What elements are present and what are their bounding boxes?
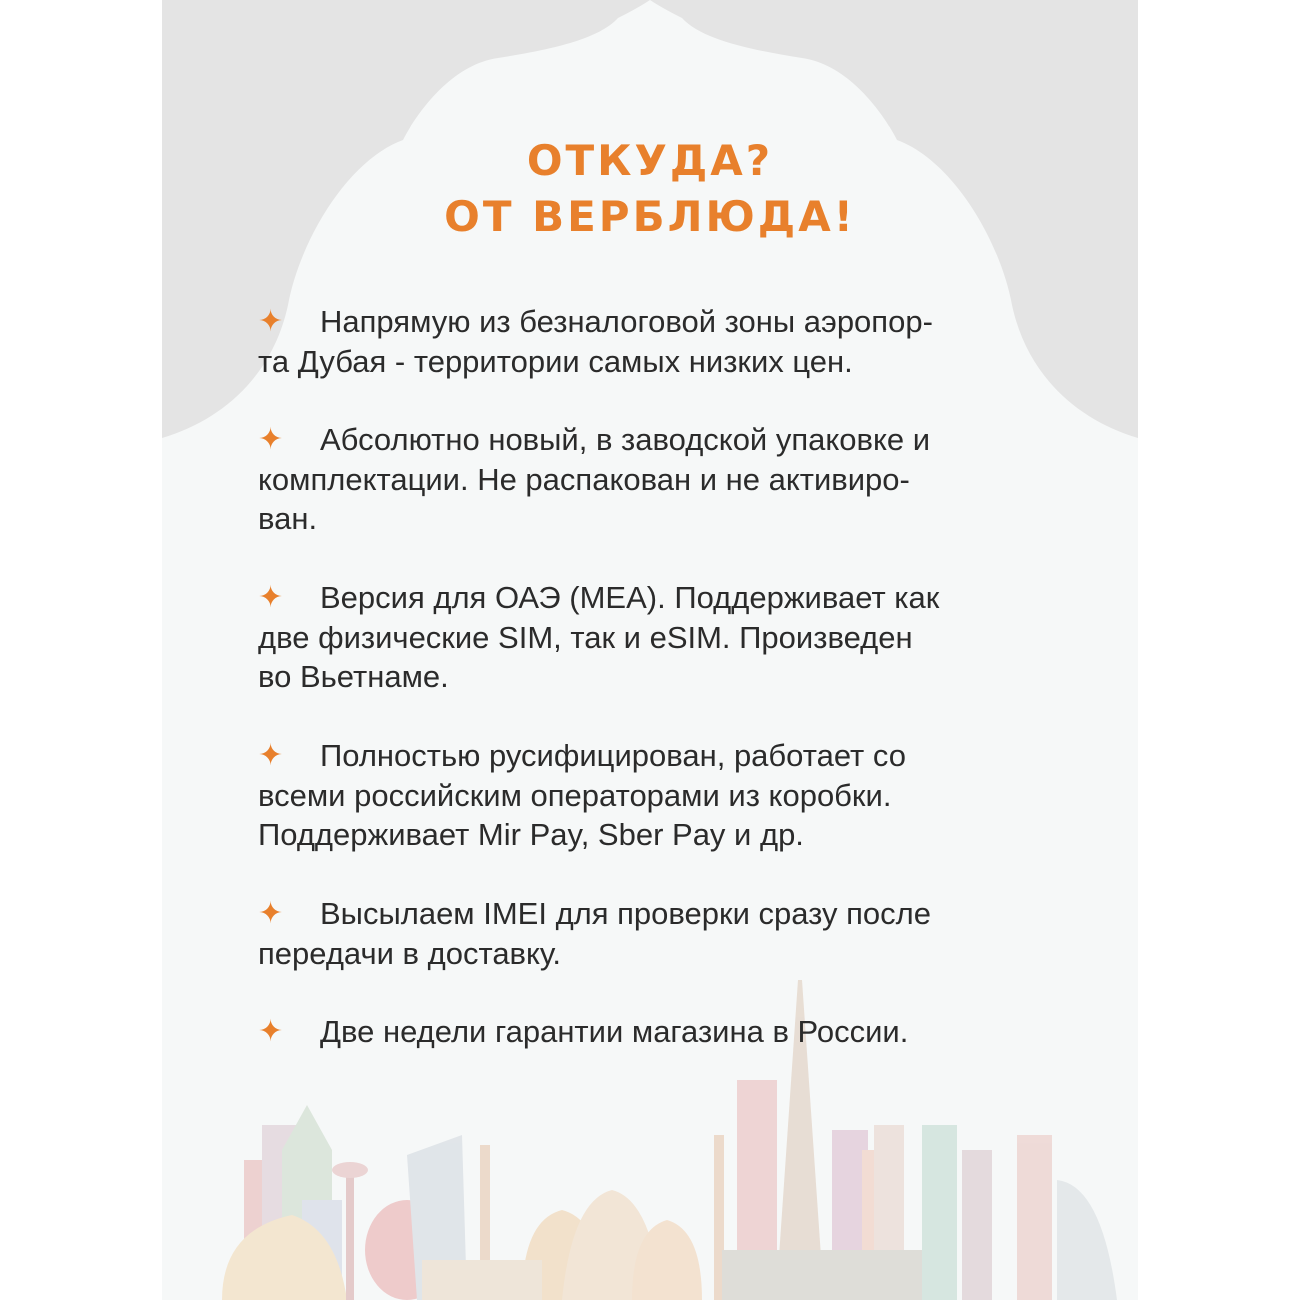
feature-text-line: Напрямую из безналоговой зоны аэропор- [320, 304, 933, 339]
four-point-star-icon: ✦ [258, 896, 284, 931]
feature-text-line: во Вьетнаме. [258, 659, 449, 694]
feature-text-line: всеми российским операторами из коробки. [258, 777, 892, 813]
skyline-low-building [422, 1260, 542, 1300]
skyline-tower [922, 1125, 957, 1300]
four-point-star-icon: ✦ [258, 580, 284, 615]
feature-text-line: две физические SIM, так и eSIM. Произведен [258, 619, 913, 655]
skyline-sail-building [1057, 1180, 1117, 1300]
feature-text-line: Поддерживает Mir Pay, Sber Pay и др. [258, 817, 804, 852]
skyline-tower-top [332, 1162, 368, 1178]
skyline-tower [346, 1165, 354, 1300]
product-info-card [162, 0, 1138, 1300]
feature-item [258, 302, 1038, 381]
feature-item [258, 1012, 1038, 1052]
four-point-star-icon: ✦ [258, 304, 284, 339]
feature-item [258, 578, 1038, 697]
feature-text-line: Абсолютно новый, в заводской упаковке и [320, 422, 931, 457]
feature-text-line: Полностью русифицирован, работает со [320, 738, 906, 773]
feature-text-line: комплектации. Не распакован и не активиро- [258, 461, 910, 497]
feature-text-line: Высылаем IMEI для проверки сразу после [320, 896, 931, 931]
feature-item [258, 894, 1038, 973]
feature-text-line: Две недели гарантии магазина в России. [320, 1014, 909, 1049]
feature-item [258, 736, 1038, 855]
skyline-tower [1017, 1135, 1052, 1300]
title-line-2: ОТ ВЕРБЛЮДА! [444, 192, 856, 241]
four-point-star-icon: ✦ [258, 422, 284, 457]
feature-item [258, 420, 1038, 539]
skyline-low-building [722, 1250, 922, 1300]
four-point-star-icon: ✦ [258, 738, 284, 773]
feature-text-line: Версия для ОАЭ (MEA). Поддерживает как [320, 580, 940, 615]
feature-text-line: ван. [258, 501, 318, 536]
page-title [162, 133, 1138, 245]
title-line-1: ОТКУДА? [526, 136, 774, 185]
feature-text-line: передачи в доставку. [258, 935, 561, 971]
feature-text-line: та Дубая - территории самых низких цен. [258, 343, 853, 379]
four-point-star-icon: ✦ [258, 1014, 284, 1049]
skyline-tower [962, 1150, 992, 1300]
